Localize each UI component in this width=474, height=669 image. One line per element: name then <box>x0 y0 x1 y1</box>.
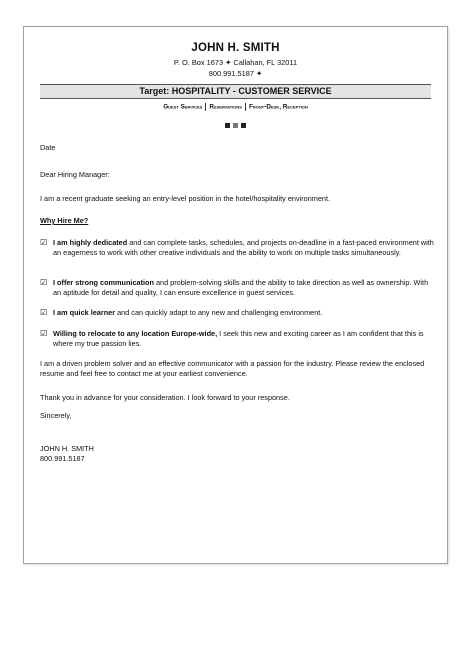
letter-page <box>23 26 448 564</box>
divider <box>205 103 206 111</box>
qualification-item <box>40 308 435 318</box>
letter-intro: I am a recent graduate seeking an entry-level position in the hotel/hospitality environment. <box>40 194 331 203</box>
target-banner: Target: HOSPITALITY - CUSTOMER SERVICE <box>40 84 431 99</box>
checkbox-icon: ☑ <box>40 278 48 287</box>
checkbox-icon: ☑ <box>40 329 48 338</box>
target-area: Reservations <box>209 103 242 111</box>
signature-phone: 800.991.5187 <box>40 454 85 463</box>
square-icon <box>225 123 230 128</box>
checkbox-icon: ☑ <box>40 308 48 317</box>
thanks-paragraph: Thank you in advance for your consideration. I look forward to your response. <box>40 393 290 402</box>
qualification-text: and can complete tasks, schedules, and projects on-deadline in a fast-paced environment with an eagerness to work with other creative individuals and the ability to work on multiple tasks simultaneously. <box>53 238 434 257</box>
checkbox-icon: ☑ <box>40 238 48 247</box>
applicant-name: JOHN H. SMITH <box>191 42 280 54</box>
qualification-text: and can quickly adapt to any new and challenging environment. <box>115 308 323 317</box>
applicant-address: P. O. Box 1673 ✦ Callahan, FL 32011 <box>173 58 298 67</box>
qualification-bold: I am highly dedicated <box>53 238 128 247</box>
sign-off: Sincerely, <box>40 411 72 420</box>
letter-greeting: Dear Hiring Manager: <box>40 170 110 179</box>
applicant-phone: 800.991.5187 ✦ <box>208 69 263 78</box>
closing-paragraph: I am a driven problem solver and an effective communicator with a passion for the industry. Please review the enclosed resume and feel free to contact me at your earliest convenience. <box>40 359 425 378</box>
divider <box>245 103 246 111</box>
qualification-item <box>40 329 435 349</box>
qualification-text: I seek this new and exciting career as I am confident that this is where my true passion lies. <box>53 329 424 348</box>
why-hire-heading: Why Hire Me? <box>40 216 89 225</box>
qualification-bold: Willing to relocate to any location Europe-wide, <box>53 329 218 338</box>
target-area: Guest Services <box>163 103 203 111</box>
qualification-item <box>40 238 435 258</box>
qualification-text: and problem-solving skills and the ability to take direction as well as ownership. With an aptitude for detail and quality, I can ensure excellence in guest services. <box>53 278 429 297</box>
square-icon <box>233 123 238 128</box>
qualification-item <box>40 278 435 298</box>
target-area: Front-Desk, Reception <box>248 103 308 111</box>
decorative-squares <box>24 123 447 128</box>
square-icon <box>241 123 246 128</box>
qualification-bold: I am quick learner <box>53 308 116 317</box>
signature-name: JOHN H. SMITH <box>40 444 94 453</box>
letter-date: Date <box>40 143 56 152</box>
qualification-bold: I offer strong communication <box>53 278 154 287</box>
target-areas <box>24 103 447 111</box>
